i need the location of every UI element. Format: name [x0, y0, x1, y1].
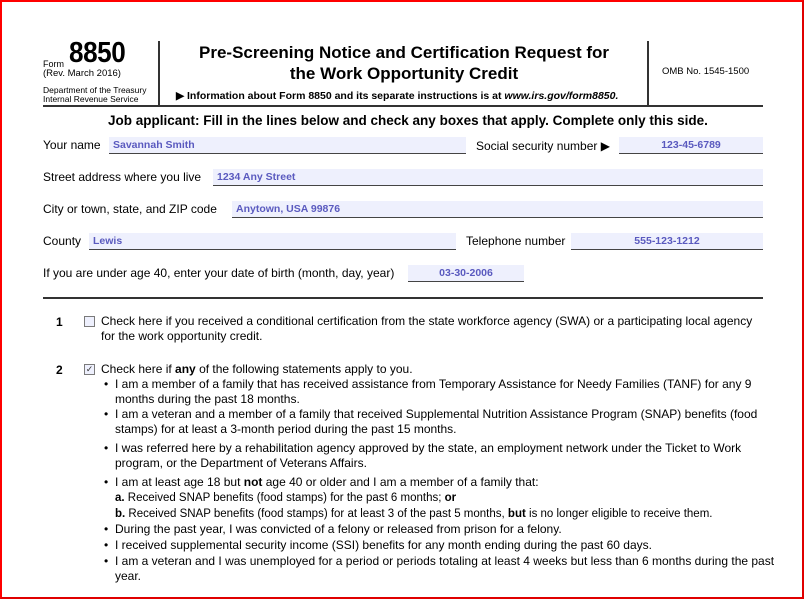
checkmark-icon: ✓ [85, 364, 94, 374]
ssn-input[interactable]: 123-45-6789 [619, 137, 763, 154]
age-text-post: age 40 or older and I am a member of a family that: [262, 475, 539, 489]
street-input[interactable]: 1234 Any Street [213, 169, 763, 186]
info-text: ▶ Information about Form 8850 and its separate instructions is at [176, 90, 505, 102]
department-line1: Department of the Treasury [43, 85, 147, 95]
age-text-emphasis: not [243, 475, 263, 489]
item-1-line2: for the work opportunity credit. [101, 329, 263, 343]
item-1-number: 1 [56, 315, 63, 329]
name-input[interactable]: Savannah Smith [109, 137, 466, 154]
form-title-line2: the Work Opportunity Credit [289, 64, 519, 83]
sub-item-a-emphasis: or [444, 492, 457, 504]
omb-number: OMB No. 1545-1500 [662, 66, 750, 77]
item-1-line1: Check here if you received a conditional certification from the state workforce agency (SWA) or a participating local agency [101, 314, 753, 328]
bullet-text: I was referred here by a rehabilitation agency approved by the state, an employment network under the Ticket to Work program, or the Department of Veterans Affairs. [115, 441, 742, 470]
applicant-heading: Job applicant: Fill in the lines below and check any boxes that apply. Complete only this side. [108, 113, 708, 128]
bullet-icon: • [104, 475, 109, 489]
bullet-icon: • [104, 538, 109, 552]
sub-item-b-emphasis: but [507, 508, 526, 520]
sub-item-a-text: Received SNAP benefits (food stamps) for the past 6 months; [124, 492, 445, 504]
phone-label: Telephone number [466, 234, 566, 248]
county-label: County [43, 234, 82, 248]
irs-link[interactable]: www.irs.gov/form8850. [504, 90, 619, 102]
bullet-icon: • [104, 554, 109, 568]
form-number: 8850 [69, 37, 126, 69]
sub-item-b-text-end: is no longer eligible to receive them. [525, 508, 713, 520]
bullet-icon: • [104, 522, 109, 536]
form-word: Form [43, 59, 64, 69]
dob-label: If you are under age 40, enter your date of birth (month, day, year) [43, 266, 395, 280]
bullet-text: I received supplemental security income (SSI) benefits for any month ending during the past 60 days. [115, 538, 652, 552]
item-2-number: 2 [56, 363, 63, 377]
ssn-label: Social security number ▶ [476, 139, 610, 153]
bullet-icon: • [104, 441, 109, 455]
sub-item-b-label: b. [115, 508, 126, 520]
bullet-text: I am a member of a family that has received assistance from Temporary Assistance for Needy Families (TANF) for any 9 months during the past 18 months. [115, 377, 752, 406]
item-2-intro [101, 362, 413, 377]
county-input[interactable]: Lewis [89, 233, 456, 250]
bullet-text: I am a veteran and I was unemployed for a period or periods totaling at least 4 weeks but less than 6 months during the past year. [115, 554, 775, 583]
name-label: Your name [43, 138, 101, 152]
dob-input[interactable]: 03-30-2006 [408, 265, 524, 282]
item-2-intro-emphasis: any [175, 362, 196, 376]
bullet-age-text [115, 475, 775, 490]
phone-input[interactable]: 555-123-1212 [571, 233, 763, 250]
bullet-icon: • [104, 407, 109, 421]
header-rule [43, 105, 763, 107]
street-label: Street address where you live [43, 170, 202, 184]
item-2-intro-text: Check here if [101, 362, 176, 376]
item-2-checkbox[interactable] [84, 364, 95, 375]
form-title-line1: Pre-Screening Notice and Certification Request for [199, 43, 609, 62]
bullet-text: I am a veteran and a member of a family that received Supplemental Nutrition Assistance Program (SNAP) benefits (food stamps) for at least a 3-month period during the past 15 months. [115, 407, 758, 436]
item-2-intro-text-end: of the following statements apply to you. [195, 362, 413, 376]
info-line [176, 90, 618, 102]
sub-item-a-label: a. [115, 492, 125, 504]
bullet-text: During the past year, I was convicted of a felony or released from prison for a felony. [115, 522, 562, 536]
sub-item-b-text: Received SNAP benefits (food stamps) for at least 3 of the past 5 months, [125, 508, 508, 520]
sub-item-b [115, 507, 712, 522]
section-rule [43, 297, 763, 299]
bullet-icon: • [104, 377, 109, 391]
item-1-checkbox[interactable] [84, 316, 95, 327]
revision-date: (Rev. March 2016) [43, 68, 121, 79]
header-divider-right [647, 41, 649, 107]
city-label: City or town, state, and ZIP code [43, 202, 217, 216]
department-line2: Internal Revenue Service [43, 94, 139, 104]
sub-item-a [115, 491, 456, 506]
age-text-pre: I am at least age 18 but [115, 475, 244, 489]
city-input[interactable]: Anytown, USA 99876 [232, 201, 763, 218]
